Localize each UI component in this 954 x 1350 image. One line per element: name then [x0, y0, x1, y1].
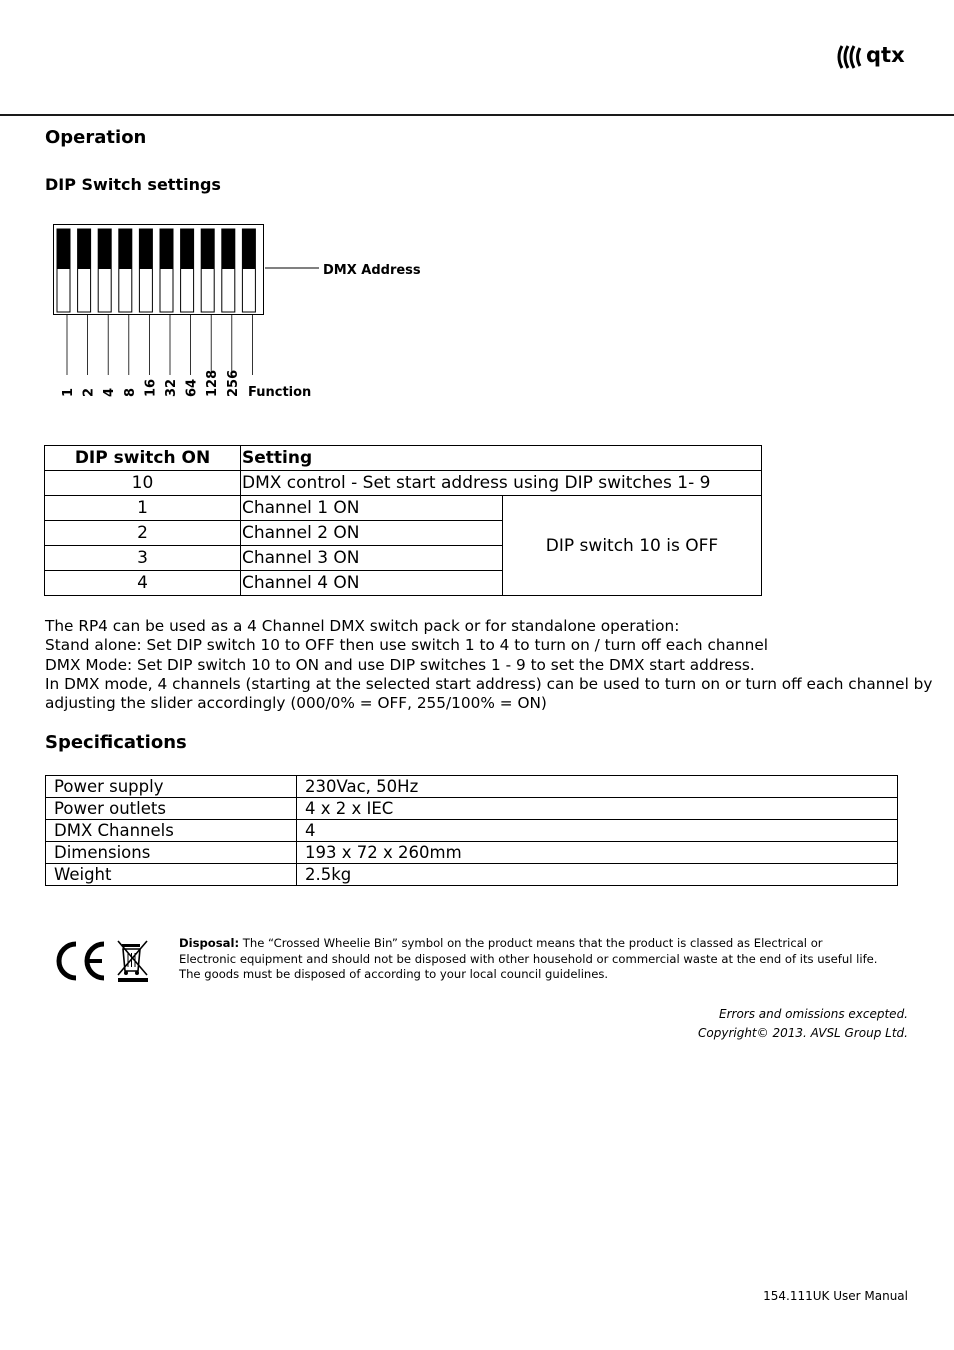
table-row: [46, 820, 898, 842]
paragraph-line: DMX Mode: Set DIP switch 10 to ON and use DIP switches 1 - 9 to set the DMX start address.: [45, 655, 755, 674]
setting-value: DMX control - Set start address using DIP switches 1- 9: [241, 471, 762, 496]
table-row: [46, 776, 898, 798]
specifications-table: [45, 775, 898, 886]
dip-switch-value: 2: [45, 521, 241, 546]
spec-key: Dimensions: [46, 842, 297, 864]
dip-switch-value: 3: [45, 546, 241, 571]
disposal-line: The “Crossed Wheelie Bin” symbol on the product means that the product is classed as Electrical or: [239, 936, 823, 950]
header-dip-switch-on: DIP switch ON: [45, 446, 241, 471]
manual-reference: 154.111UK User Manual: [763, 1289, 908, 1303]
legal-notes: [698, 1005, 908, 1043]
dip-settings-heading: DIP Switch settings: [45, 175, 221, 194]
spec-value: 193 x 72 x 260mm: [297, 842, 898, 864]
dip-switch-7: [181, 229, 194, 312]
merged-note: DIP switch 10 is OFF: [503, 496, 762, 596]
disposal-label: Disposal:: [179, 936, 240, 950]
dip-switch-8: [201, 229, 214, 312]
header-setting: Setting: [241, 446, 762, 471]
spec-key: Power supply: [46, 776, 297, 798]
paragraph-line: Stand alone: Set DIP switch 10 to OFF then use switch 1 to 4 to turn on / turn off each channel: [45, 636, 768, 655]
operation-heading: Operation: [45, 127, 147, 148]
paragraph-line: The RP4 can be used as a 4 Channel DMX switch pack or for standalone operation:: [45, 617, 680, 635]
dip-switch-value: 4: [45, 571, 241, 596]
spec-key: DMX Channels: [46, 820, 297, 842]
disposal-notice: [179, 936, 899, 983]
dip-switch-5: [139, 229, 152, 312]
switch-value-label: 16: [143, 378, 159, 397]
table-row: [46, 864, 898, 886]
ce-mark-icon: [59, 944, 104, 978]
errors-note: Errors and omissions excepted.: [719, 1007, 908, 1021]
switch-value-label: 2: [81, 387, 97, 397]
table-header-row: [45, 446, 762, 471]
dip-switch-10: [242, 229, 255, 312]
spec-value: 4 x 2 x IEC: [297, 798, 898, 820]
spec-value: 4: [297, 820, 898, 842]
dip-switch-value: 1: [45, 496, 241, 521]
spec-key: Weight: [46, 864, 297, 886]
ce-weee-marks: [52, 938, 152, 984]
dip-switch-1: [57, 229, 70, 312]
crossed-wheelie-bin-icon: [118, 941, 148, 982]
table-row: [46, 842, 898, 864]
dip-switch-table: [44, 445, 762, 596]
dip-switch-3: [98, 229, 111, 312]
function-label: Function: [248, 385, 312, 400]
table-row: [45, 496, 762, 521]
dmx-address-label: DMX Address: [323, 263, 421, 278]
dip-switch-2: [78, 229, 91, 312]
switch-value-label: 256: [225, 369, 241, 397]
paragraph-line: adjusting the slider accordingly (000/0% = OFF, 255/100% = ON): [45, 694, 547, 713]
setting-value: Channel 2 ON: [241, 521, 503, 546]
header-divider: [0, 114, 954, 116]
dip-switch-diagram: [44, 215, 444, 420]
spec-value: 2.5kg: [297, 864, 898, 886]
dip-switch-9: [222, 229, 235, 312]
table-row: [46, 798, 898, 820]
setting-value: Channel 4 ON: [241, 571, 503, 596]
switch-value-label: 128: [205, 369, 221, 397]
dip-switch-value: 10: [45, 471, 241, 496]
brand-waves-icon: [836, 42, 866, 72]
switch-value-label: 1: [61, 387, 76, 397]
switch-value-label: 64: [184, 378, 200, 397]
disposal-line: The goods must be disposed of according to your local council guidelines.: [179, 967, 609, 982]
dip-switch-4: [119, 229, 132, 312]
operation-description: [45, 617, 933, 713]
switch-value-label: 8: [122, 387, 138, 397]
brand-logo: [836, 42, 911, 74]
switch-value-label: 32: [164, 378, 179, 397]
spec-key: Power outlets: [46, 798, 297, 820]
copyright-note: Copyright© 2013. AVSL Group Ltd.: [698, 1026, 908, 1040]
switch-value-label: 4: [102, 387, 118, 397]
dip-switch-6: [160, 229, 173, 312]
table-row: [45, 471, 762, 496]
specifications-heading: Specifications: [45, 732, 187, 753]
setting-value: Channel 1 ON: [241, 496, 503, 521]
brand-logo-text: qtx: [866, 43, 905, 67]
disposal-line: Electronic equipment and should not be disposed with other household or commercial waste at the end of its useful life.: [179, 951, 878, 966]
setting-value: Channel 3 ON: [241, 546, 503, 571]
spec-value: 230Vac, 50Hz: [297, 776, 898, 798]
paragraph-line: In DMX mode, 4 channels (starting at the selected start address) can be used to turn on or turn off each channel by: [45, 674, 933, 693]
